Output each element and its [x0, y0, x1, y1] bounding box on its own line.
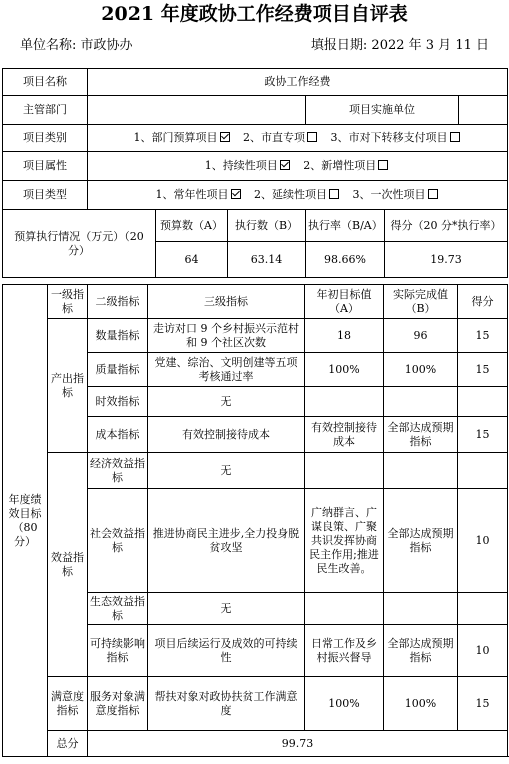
score-quality: 15	[458, 353, 508, 387]
total-value: 99.73	[88, 731, 508, 757]
actual-eco	[384, 593, 458, 625]
performance-table	[2, 284, 508, 757]
actual-social: 全部达成预期指标	[384, 489, 458, 593]
attribute-option-1: 1、持续性项目	[204, 159, 278, 172]
row-project-name	[3, 69, 508, 96]
perf-label: 年度绩效目标（80 分）	[3, 285, 48, 757]
target-service: 100%	[305, 677, 384, 731]
score-time	[458, 387, 508, 417]
score-eco	[458, 593, 508, 625]
impl-unit-label: 项目实施单位	[306, 96, 459, 125]
row-attribute	[3, 152, 508, 181]
checkbox-empty-icon	[450, 132, 460, 142]
category-option-2: 2、市直专项	[243, 131, 306, 144]
target-cost: 有效控制接待成本	[305, 417, 384, 453]
dept-label: 主管部门	[3, 96, 88, 125]
l2-eco: 生态效益指标	[88, 593, 148, 625]
l3-service: 帮扶对象对政协扶贫工作满意度	[148, 677, 305, 731]
row-total	[3, 731, 508, 757]
row-project-type	[3, 181, 508, 210]
l3-time: 无	[148, 387, 305, 417]
fill-date: 填报日期: 2022 年 3 月 11 日	[310, 38, 489, 53]
actual-sustain: 全部达成预期指标	[384, 625, 458, 677]
checkbox-empty-icon	[307, 132, 317, 142]
h-level2: 二级指标	[88, 285, 148, 319]
l2-econ: 经济效益指标	[88, 453, 148, 489]
page-title: 2021 年度政协工作经费项目自评表	[101, 3, 408, 25]
l3-sustain: 项目后续运行及成效的可持续性	[148, 625, 305, 677]
h-level3: 三级指标	[148, 285, 305, 319]
dept-value	[88, 96, 306, 125]
score-econ	[458, 453, 508, 489]
col-exec-header: 执行数（B）	[228, 210, 306, 242]
category-option-3: 3、市对下转移支付项目	[330, 131, 448, 144]
target-social: 广纳群言、广谋良策、广聚共识发挥协商民主作用;推进民生改善。	[305, 489, 384, 593]
category-option-1: 1、部门预算项目	[133, 131, 218, 144]
row-service	[3, 677, 508, 731]
checkbox-empty-icon	[428, 189, 438, 199]
l3-qty: 走访对口 9 个乡村振兴示范村和 9 个社区次数	[148, 319, 305, 353]
checkbox-checked-icon	[220, 132, 230, 142]
target-eco	[305, 593, 384, 625]
exec-value: 63.14	[228, 242, 306, 278]
score-qty: 15	[458, 319, 508, 353]
ptype-option-2: 2、延续性项目	[254, 188, 328, 201]
actual-service: 100%	[384, 677, 458, 731]
checkbox-empty-icon	[329, 189, 339, 199]
h-target: 年初目标值（A）	[305, 285, 384, 319]
row-econ	[3, 453, 508, 489]
score-service: 15	[458, 677, 508, 731]
project-name-value: 政协工作经费	[88, 69, 508, 96]
checkbox-empty-icon	[378, 160, 388, 170]
row-qty	[3, 319, 508, 353]
score-sustain: 10	[458, 625, 508, 677]
actual-time	[384, 387, 458, 417]
row-category	[3, 125, 508, 152]
score-social: 10	[458, 489, 508, 593]
ptype-option-3: 3、一次性项目	[352, 188, 426, 201]
col-score-header: 得分（20 分*执行率）	[385, 210, 508, 242]
l3-quality: 党建、综治、文明创建等五项考核通过率	[148, 353, 305, 387]
l2-social: 社会效益指标	[88, 489, 148, 593]
row-department	[3, 96, 508, 125]
l2-sustain: 可持续影响指标	[88, 625, 148, 677]
budget-score-value: 19.73	[385, 242, 508, 278]
total-label: 总分	[48, 731, 88, 757]
category-options	[88, 125, 508, 152]
h-level1: 一级指标	[48, 285, 88, 319]
target-econ	[305, 453, 384, 489]
l2-quality: 质量指标	[88, 353, 148, 387]
row-perf-header	[3, 285, 508, 319]
rate-value: 98.66%	[306, 242, 385, 278]
target-quality: 100%	[305, 353, 384, 387]
col-rate-header: 执行率（B/A）	[306, 210, 385, 242]
attribute-options	[88, 152, 508, 181]
attribute-label: 项目属性	[3, 152, 88, 181]
output-label: 产出指标	[48, 319, 88, 453]
checkbox-checked-icon	[280, 160, 290, 170]
h-actual: 实际完成值（B）	[384, 285, 458, 319]
l3-cost: 有效控制接待成本	[148, 417, 305, 453]
col-budget-header: 预算数（A）	[156, 210, 228, 242]
actual-quality: 100%	[384, 353, 458, 387]
impl-unit-value	[459, 96, 508, 125]
unit-name: 单位名称: 市政协办	[20, 38, 133, 53]
h-score: 得分	[458, 285, 508, 319]
ptype-label: 项目类型	[3, 181, 88, 210]
l2-cost: 成本指标	[88, 417, 148, 453]
row-budget-header	[3, 210, 508, 242]
l2-service: 服务对象满意度指标	[88, 677, 148, 731]
attribute-option-2: 2、新增性项目	[303, 159, 377, 172]
ptype-option-1: 1、常年性项目	[155, 188, 229, 201]
l3-social: 推进协商民主进步,全力投身脱贫攻坚	[148, 489, 305, 593]
ptype-options	[88, 181, 508, 210]
l3-eco: 无	[148, 593, 305, 625]
category-label: 项目类别	[3, 125, 88, 152]
score-cost: 15	[458, 417, 508, 453]
evaluation-table	[2, 68, 508, 278]
target-time	[305, 387, 384, 417]
project-name-label: 项目名称	[3, 69, 88, 96]
actual-cost: 全部达成预期指标	[384, 417, 458, 453]
target-sustain: 日常工作及乡村振兴督导	[305, 625, 384, 677]
checkbox-checked-icon	[231, 189, 241, 199]
satisfaction-label: 满意度指标	[48, 677, 88, 731]
budget-value: 64	[156, 242, 228, 278]
benefit-label: 效益指标	[48, 453, 88, 677]
actual-qty: 96	[384, 319, 458, 353]
target-qty: 18	[305, 319, 384, 353]
l2-qty: 数量指标	[88, 319, 148, 353]
budget-label: 预算执行情况（万元）（20 分）	[3, 210, 156, 278]
actual-econ	[384, 453, 458, 489]
l3-econ: 无	[148, 453, 305, 489]
l2-time: 时效指标	[88, 387, 148, 417]
